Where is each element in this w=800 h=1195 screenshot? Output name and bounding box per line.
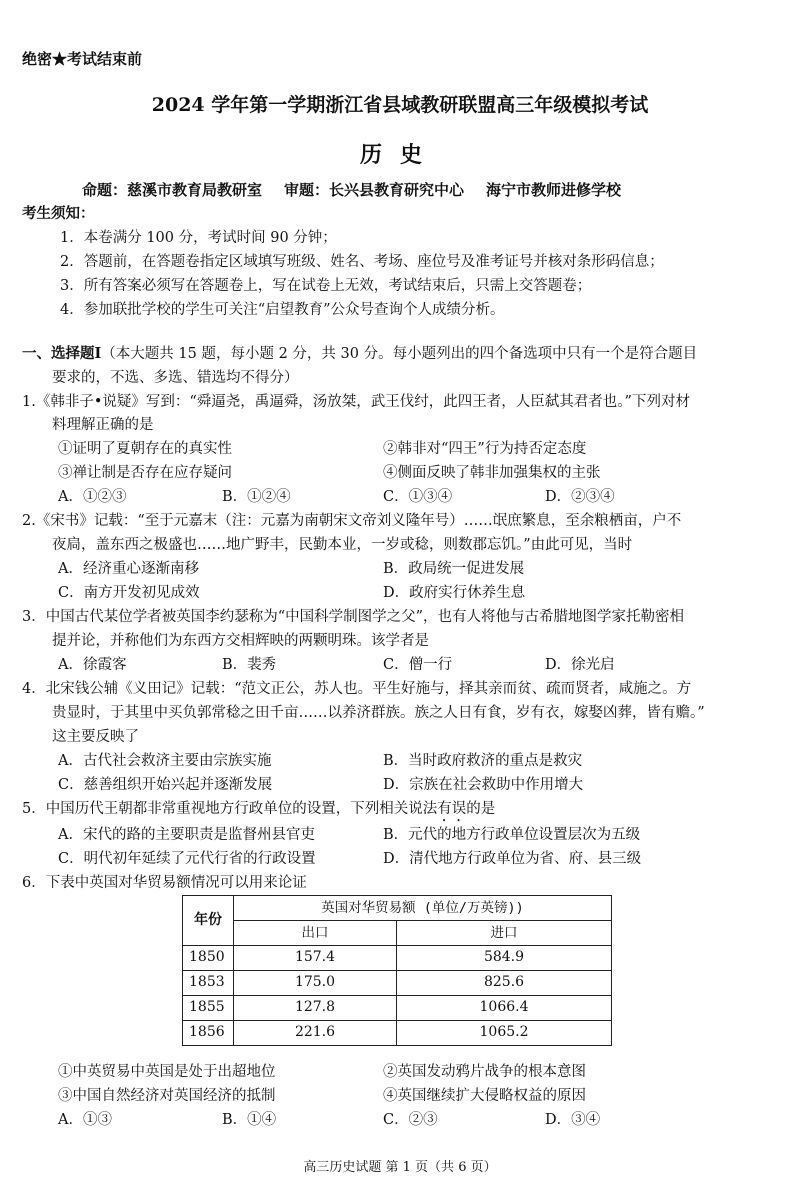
cell-year: 1853 <box>183 971 234 996</box>
q1-stem-2: 料理解正确的是 <box>52 417 154 433</box>
cell-year: 1850 <box>183 946 234 971</box>
cell-import: 1065.2 <box>397 1021 612 1046</box>
q5-stem-pre: 5．中国历代王朝都非常重视地方行政单位的设置，下列相关说法 <box>22 801 438 817</box>
q2-stem-2: 夜扃，盖东西之极盛也……地广野丰，民勤本业，一岁或稔，则数郡忘饥。”由此可见，当时 <box>52 537 633 553</box>
cell-export: 157.4 <box>234 946 397 971</box>
exam-title: 2024 学年第一学期浙江省县域教研联盟高三年级模拟考试 <box>151 94 649 116</box>
q1-option-d: D．②③④ <box>545 489 615 505</box>
notice-item: 3．所有答案必须写在答题卷上，写在试卷上无效，考试结束后，只需上交答题卷； <box>60 278 592 294</box>
q6-statement-3: ③中国自然经济对英国经济的抵制 <box>58 1088 276 1104</box>
q6-option-b: B．①④ <box>222 1112 277 1128</box>
cell-year: 1855 <box>183 996 234 1021</box>
q3-stem-2: 提并论，并称他们为东西方交相辉映的两颗明珠。该学者是 <box>52 633 429 649</box>
header-year: 年份 <box>183 896 234 946</box>
page-footer: 高三历史试题 第 1 页（共 6 页） <box>303 1160 497 1175</box>
q2-option-c: C．南方开发初见成效 <box>58 585 200 601</box>
notice-heading: 考生须知： <box>22 205 95 222</box>
q5-option-b: B．元代的地方行政单位设置层次为五级 <box>383 827 641 843</box>
table-row <box>183 946 612 971</box>
q1-stem-1: 1.《韩非子•说疑》写到：“舜逼尧，禹逼舜，汤放桀，武王伐纣，此四王者，人臣弑其君者也。”下列对材 <box>22 394 690 410</box>
q4-option-b: B．当时政府救济的重点是救灾 <box>383 753 583 769</box>
q3-stem-1: 3．中国古代某位学者被英国李约瑟称为“中国科学制图学之父”，也有人将他与古希腊地图学家托勒密相 <box>22 609 685 625</box>
cell-export: 175.0 <box>234 971 397 996</box>
q1-statement-1: ①证明了夏朝存在的真实性 <box>58 441 232 457</box>
cell-export: 127.8 <box>234 996 397 1021</box>
q6-statement-2: ②英国发动鸦片战争的根本意图 <box>383 1064 586 1080</box>
q4-stem-2: 贵显时，于其里中买负郭常稔之田千亩……以养济群族。族之人日有食，岁有衣，嫁娶凶葬，皆有赡。” <box>52 705 705 721</box>
q3-option-a: A．徐霞客 <box>58 657 127 673</box>
author-setter: 命题：慈溪市教育局教研室 <box>82 181 263 199</box>
subject-title: 历史 <box>359 142 440 168</box>
header-export: 出口 <box>234 921 397 946</box>
q5-stem-post: 的是 <box>466 801 496 817</box>
table-row <box>183 1021 612 1046</box>
notice-item: 1．本卷满分 100 分，考试时间 90 分钟； <box>60 230 337 246</box>
notice-item: 2．答题前，在答题卷指定区域填写班级、姓名、考场、座位号及准考证号并核对条形码信息； <box>60 254 664 270</box>
q5-option-c: C．明代初年延续了元代行省的行政设置 <box>58 851 316 867</box>
q4-stem-1: 4．北宋钱公辅《义田记》记载：“范文正公，苏人也。平生好施与，择其亲而贫、疏而贤者，咸施之。方 <box>22 681 692 697</box>
q2-option-a: A．经济重心逐渐南移 <box>58 561 199 577</box>
trade-table <box>182 895 612 1046</box>
notice-item: 4．参加联批学校的学生可关注“启望教育”公众号查询个人成绩分析。 <box>60 302 505 318</box>
q1-statement-3: ③禅让制是否存在应存疑问 <box>58 465 232 481</box>
q1-option-a: A．①②③ <box>58 489 127 505</box>
q4-option-c: C．慈善组织开始兴起并逐渐发展 <box>58 777 273 793</box>
header-caption: 英国对华贸易额 (单位/万英镑)) <box>234 896 612 921</box>
q5-option-a: A．宋代的路的主要职责是监督州县官吏 <box>58 827 315 843</box>
q1-statement-2: ②韩非对“四王”行为持否定态度 <box>383 441 587 457</box>
cell-import: 1066.4 <box>397 996 612 1021</box>
q4-option-d: D．宗族在社会救助中作用增大 <box>383 777 584 793</box>
header-import: 进口 <box>397 921 612 946</box>
section-text-1: （本大题共 15 题，每小题 2 分，共 30 分。每小题列出的四个备选项中只有一个是符合题目 <box>101 346 698 362</box>
q1-option-c: C．①③④ <box>383 489 453 505</box>
table-row <box>183 996 612 1021</box>
cell-import: 825.6 <box>397 971 612 996</box>
cell-export: 221.6 <box>234 1021 397 1046</box>
table-subheader-row <box>183 921 612 946</box>
q3-option-c: C．僧一行 <box>383 657 453 673</box>
q6-option-d: D．③④ <box>545 1112 601 1128</box>
q6-stem: 6．下表中英国对华贸易额情况可以用来论证 <box>22 875 307 891</box>
cell-import: 584.9 <box>397 946 612 971</box>
q5-stem <box>22 800 495 825</box>
section-text-2: 要求的，不选、多选、错选均不得分） <box>52 370 299 386</box>
q2-option-d: D．政府实行休养生息 <box>383 585 526 601</box>
q6-statement-1: ①中英贸易中英国是处于出超地位 <box>58 1064 276 1080</box>
table-header-row <box>183 896 612 921</box>
q6-option-c: C．②③ <box>383 1112 438 1128</box>
q4-stem-3: 这主要反映了 <box>52 729 139 745</box>
q6-statement-4: ④英国继续扩大侵略权益的原因 <box>383 1088 586 1104</box>
q3-option-d: D．徐光启 <box>545 657 615 673</box>
q4-option-a: A．古代社会救济主要由宗族实施 <box>58 753 272 769</box>
q1-option-b: B．①②④ <box>222 489 291 505</box>
author-review-1: 审题：长兴县教育研究中心 <box>284 181 465 199</box>
q2-stem-1: 2.《宋书》记载：“至于元嘉末（注：元嘉为南朝宋文帝刘义隆年号）……氓庶繁息，至余粮栖亩，户不 <box>22 513 682 529</box>
table-row <box>183 971 612 996</box>
q2-option-b: B．政局统一促进发展 <box>383 561 525 577</box>
cell-year: 1856 <box>183 1021 234 1046</box>
confidential-label: 绝密★考试结束前 <box>22 50 143 68</box>
q5-option-d: D．清代地方行政单位为省、府、县三级 <box>383 851 642 867</box>
author-review-2: 海宁市教师进修学校 <box>486 181 622 199</box>
section-heading <box>22 345 697 363</box>
q6-option-a: A．①③ <box>58 1112 112 1128</box>
section-label: 一、选择题Ⅰ <box>22 345 102 362</box>
q1-statement-4: ④侧面反映了韩非加强集权的主张 <box>383 465 601 481</box>
q5-stem-emphasis: 有误 <box>437 801 467 817</box>
q3-option-b: B．裴秀 <box>222 657 277 673</box>
authors-line <box>82 181 621 200</box>
